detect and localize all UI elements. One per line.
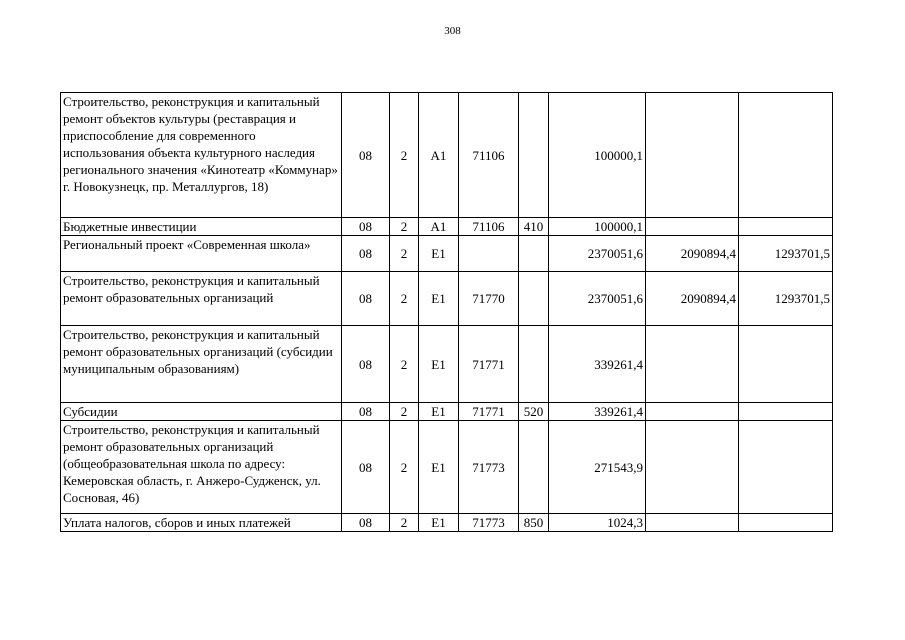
row-amount-3: [739, 403, 833, 421]
row-amount-2: [646, 403, 739, 421]
table-row: [61, 403, 833, 421]
row-target-article: 71773: [459, 514, 519, 532]
row-amount-2: [646, 421, 739, 514]
budget-table: [60, 92, 833, 532]
row-name: Бюджетные инвестиции: [61, 218, 342, 236]
row-target-article: 71771: [459, 403, 519, 421]
row-amount-3: [739, 514, 833, 532]
table-row: [61, 421, 833, 514]
row-program: E1: [419, 236, 459, 272]
table-row: [61, 326, 833, 403]
table-row: [61, 272, 833, 326]
row-name: Субсидии: [61, 403, 342, 421]
row-amount-3: 1293701,5: [739, 236, 833, 272]
table-row: [61, 93, 833, 218]
row-amount-3: [739, 218, 833, 236]
row-amount-1: 1024,3: [549, 514, 646, 532]
row-program: A1: [419, 218, 459, 236]
row-amount-1: 271543,9: [549, 421, 646, 514]
row-subsection: 2: [390, 514, 419, 532]
row-program: A1: [419, 93, 459, 218]
row-amount-1: 339261,4: [549, 326, 646, 403]
row-section: 08: [342, 421, 390, 514]
row-name: Строительство, реконструкция и капитальный ремонт объектов культуры (реставрация и приспособление для современного использования объекта культурного наследия регионального значения «Кинотеатр «Коммунар» г. Новокузнецк, пр. Металлургов, 18): [61, 93, 342, 218]
page-number: 308: [444, 25, 461, 37]
row-subsection: 2: [390, 218, 419, 236]
row-expense-type: [519, 326, 549, 403]
row-expense-type: [519, 93, 549, 218]
row-section: 08: [342, 218, 390, 236]
row-name: Региональный проект «Современная школа»: [61, 236, 342, 272]
row-program: E1: [419, 421, 459, 514]
row-subsection: 2: [390, 272, 419, 326]
row-subsection: 2: [390, 421, 419, 514]
row-amount-3: [739, 326, 833, 403]
table-row: [61, 218, 833, 236]
row-amount-2: [646, 326, 739, 403]
row-name: Строительство, реконструкция и капитальный ремонт образовательных организаций (общеобразовательная школа по адресу: Кемеровская область, г. Анжеро-Судженск, ул. Сосновая, 46): [61, 421, 342, 514]
row-section: 08: [342, 272, 390, 326]
row-subsection: 2: [390, 326, 419, 403]
row-section: 08: [342, 326, 390, 403]
row-subsection: 2: [390, 93, 419, 218]
table-row: [61, 236, 833, 272]
row-name: Уплата налогов, сборов и иных платежей: [61, 514, 342, 532]
row-name: Строительство, реконструкция и капитальный ремонт образовательных организаций (субсидии муниципальным образованиям): [61, 326, 342, 403]
row-amount-2: [646, 218, 739, 236]
row-amount-3: 1293701,5: [739, 272, 833, 326]
row-target-article: [459, 236, 519, 272]
row-expense-type: 520: [519, 403, 549, 421]
row-expense-type: 850: [519, 514, 549, 532]
row-amount-1: 339261,4: [549, 403, 646, 421]
row-amount-1: 2370051,6: [549, 236, 646, 272]
row-program: E1: [419, 403, 459, 421]
row-program: E1: [419, 514, 459, 532]
row-amount-2: [646, 93, 739, 218]
row-amount-2: 2090894,4: [646, 272, 739, 326]
row-expense-type: 410: [519, 218, 549, 236]
row-target-article: 71773: [459, 421, 519, 514]
row-name: Строительство, реконструкция и капитальный ремонт образовательных организаций: [61, 272, 342, 326]
row-target-article: 71106: [459, 218, 519, 236]
row-target-article: 71770: [459, 272, 519, 326]
row-subsection: 2: [390, 236, 419, 272]
row-amount-2: [646, 514, 739, 532]
row-program: E1: [419, 272, 459, 326]
row-section: 08: [342, 514, 390, 532]
row-section: 08: [342, 93, 390, 218]
row-target-article: 71771: [459, 326, 519, 403]
row-amount-2: 2090894,4: [646, 236, 739, 272]
row-program: E1: [419, 326, 459, 403]
row-expense-type: [519, 421, 549, 514]
row-expense-type: [519, 236, 549, 272]
table-row: [61, 514, 833, 532]
row-section: 08: [342, 236, 390, 272]
row-expense-type: [519, 272, 549, 326]
row-amount-1: 2370051,6: [549, 272, 646, 326]
row-amount-1: 100000,1: [549, 218, 646, 236]
row-amount-3: [739, 421, 833, 514]
row-amount-1: 100000,1: [549, 93, 646, 218]
row-target-article: 71106: [459, 93, 519, 218]
row-section: 08: [342, 403, 390, 421]
row-amount-3: [739, 93, 833, 218]
row-subsection: 2: [390, 403, 419, 421]
